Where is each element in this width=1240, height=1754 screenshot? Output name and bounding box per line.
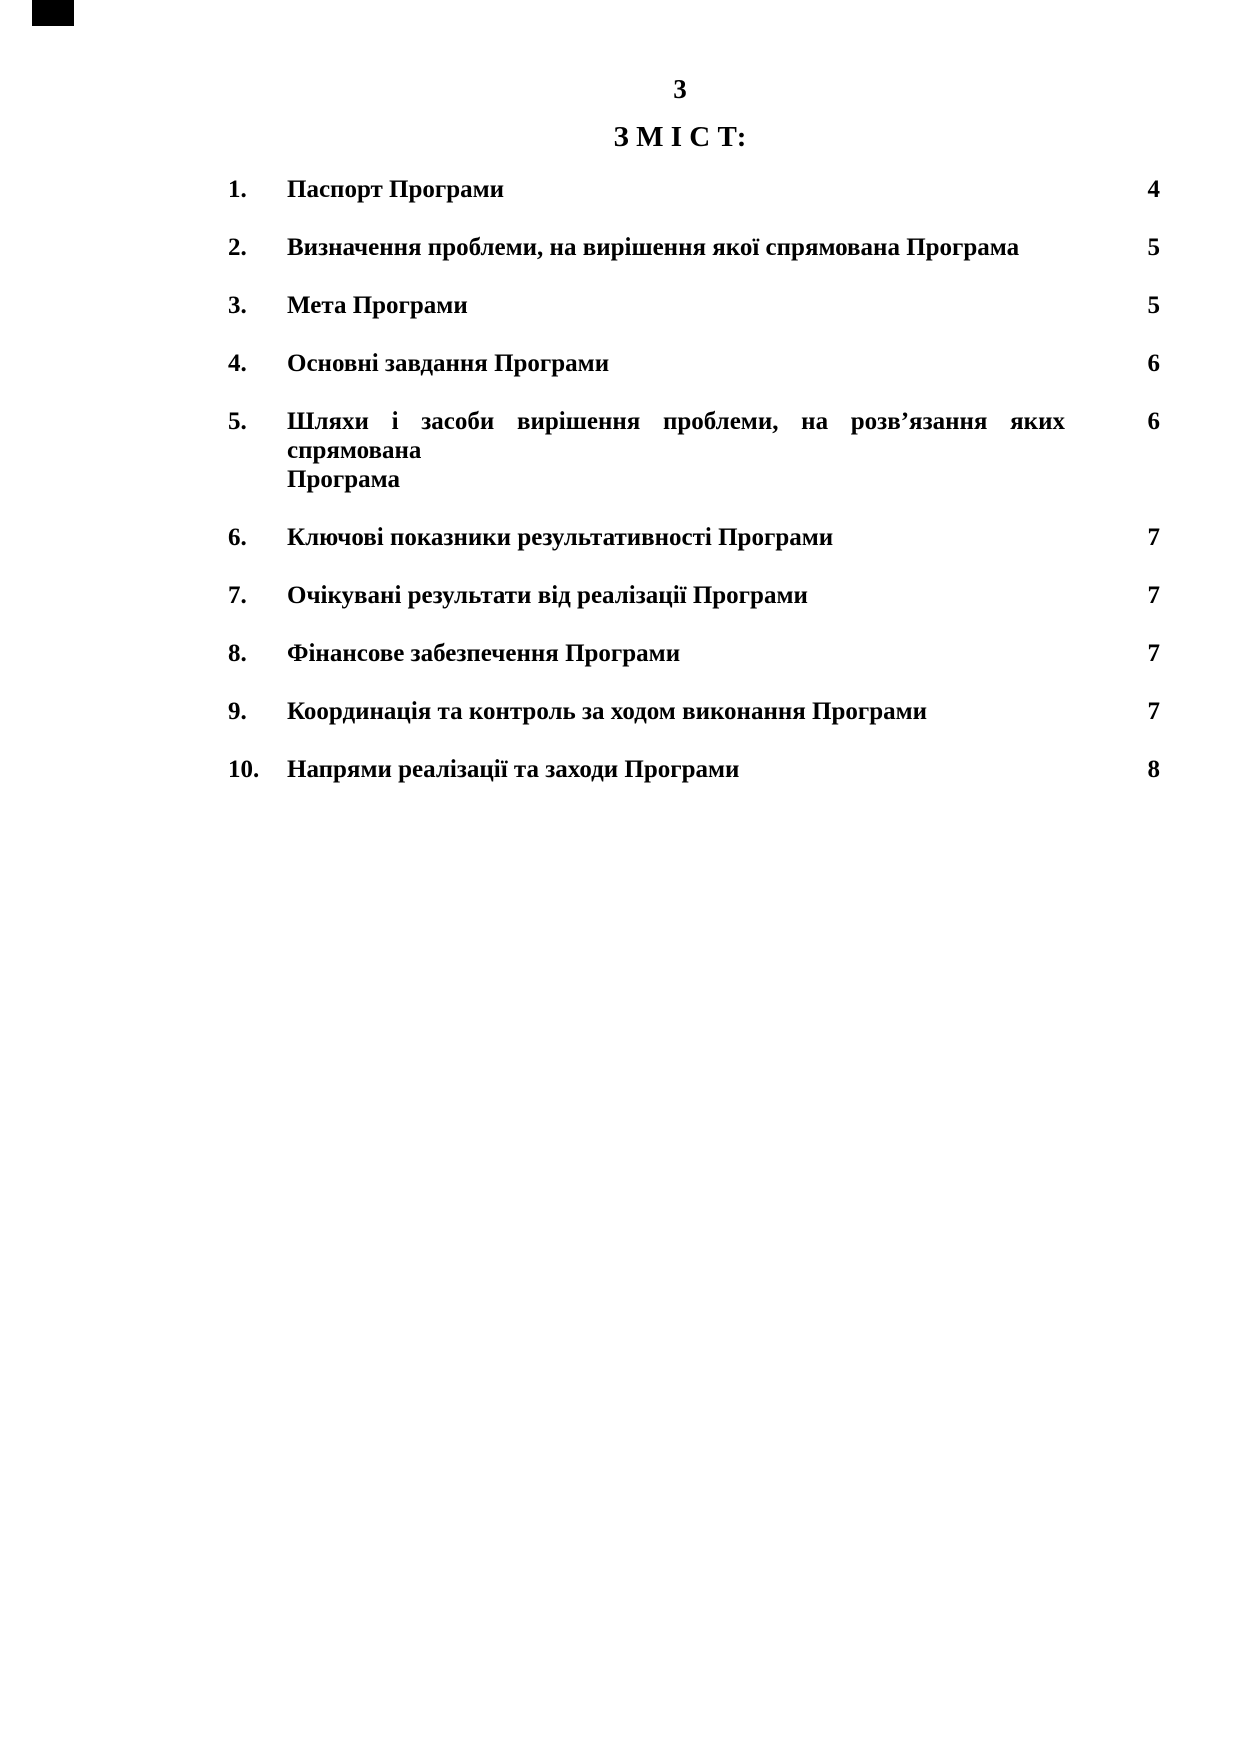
toc-item-number: 6. bbox=[228, 524, 247, 551]
toc-row bbox=[228, 407, 1168, 494]
toc-item-number: 7. bbox=[228, 582, 247, 609]
toc-item-title: Ключові показники результативності Програми bbox=[287, 524, 834, 551]
toc-item-number: 2. bbox=[228, 234, 247, 261]
toc-item-title: Координація та контроль за ходом виконання Програми bbox=[287, 698, 928, 725]
toc-row bbox=[228, 233, 1168, 262]
toc-item-page: 7 bbox=[1147, 524, 1160, 551]
toc-item-title: Визначення проблеми, на вирішення якої спрямована Програма bbox=[287, 234, 1020, 261]
toc-item-page: 4 bbox=[1147, 176, 1160, 203]
toc-item-number: 4. bbox=[228, 350, 247, 377]
toc-item-title-line2: Програма bbox=[287, 466, 400, 493]
toc-item-number: 5. bbox=[228, 408, 247, 435]
toc-row bbox=[228, 755, 1168, 784]
page-number: 3 bbox=[673, 74, 687, 104]
toc-row bbox=[228, 639, 1168, 668]
toc-item-page: 8 bbox=[1147, 756, 1160, 783]
toc-item-page: 7 bbox=[1147, 698, 1160, 725]
toc-row bbox=[228, 349, 1168, 378]
toc-item-title: Основні завдання Програми bbox=[287, 350, 610, 377]
toc-item-title: Напрями реалізації та заходи Програми bbox=[287, 756, 740, 783]
toc-row bbox=[228, 175, 1168, 204]
toc-row bbox=[228, 581, 1168, 610]
toc-item-title bbox=[287, 407, 1065, 494]
toc-item-page: 5 bbox=[1147, 234, 1160, 261]
toc-item-title: Очікувані результати від реалізації Програми bbox=[287, 582, 808, 609]
toc-item-title: Паспорт Програми bbox=[287, 176, 505, 203]
toc-row bbox=[228, 291, 1168, 320]
toc-item-number: 10. bbox=[228, 756, 260, 783]
toc-item-number: 9. bbox=[228, 698, 247, 725]
toc-item-page: 7 bbox=[1147, 640, 1160, 667]
toc-item-page: 6 bbox=[1147, 408, 1160, 435]
scan-artifact bbox=[32, 0, 74, 26]
toc-item-number: 3. bbox=[228, 292, 247, 319]
toc-list bbox=[228, 175, 1168, 784]
toc-item-page: 6 bbox=[1147, 350, 1160, 377]
toc-item-page: 7 bbox=[1147, 582, 1160, 609]
toc-item-title-line1: Шляхи і засоби вирішення проблеми, на розв’язання яких спрямована bbox=[287, 408, 1065, 464]
toc-heading: З М І С Т: bbox=[613, 121, 747, 153]
toc-row bbox=[228, 523, 1168, 552]
toc-item-title: Мета Програми bbox=[287, 292, 468, 319]
toc-row bbox=[228, 697, 1168, 726]
toc-item-page: 5 bbox=[1147, 292, 1160, 319]
page-header bbox=[228, 0, 1132, 153]
toc-item-title: Фінансове забезпечення Програми bbox=[287, 640, 681, 667]
toc-item-number: 8. bbox=[228, 640, 247, 667]
toc-item-number: 1. bbox=[228, 176, 247, 203]
